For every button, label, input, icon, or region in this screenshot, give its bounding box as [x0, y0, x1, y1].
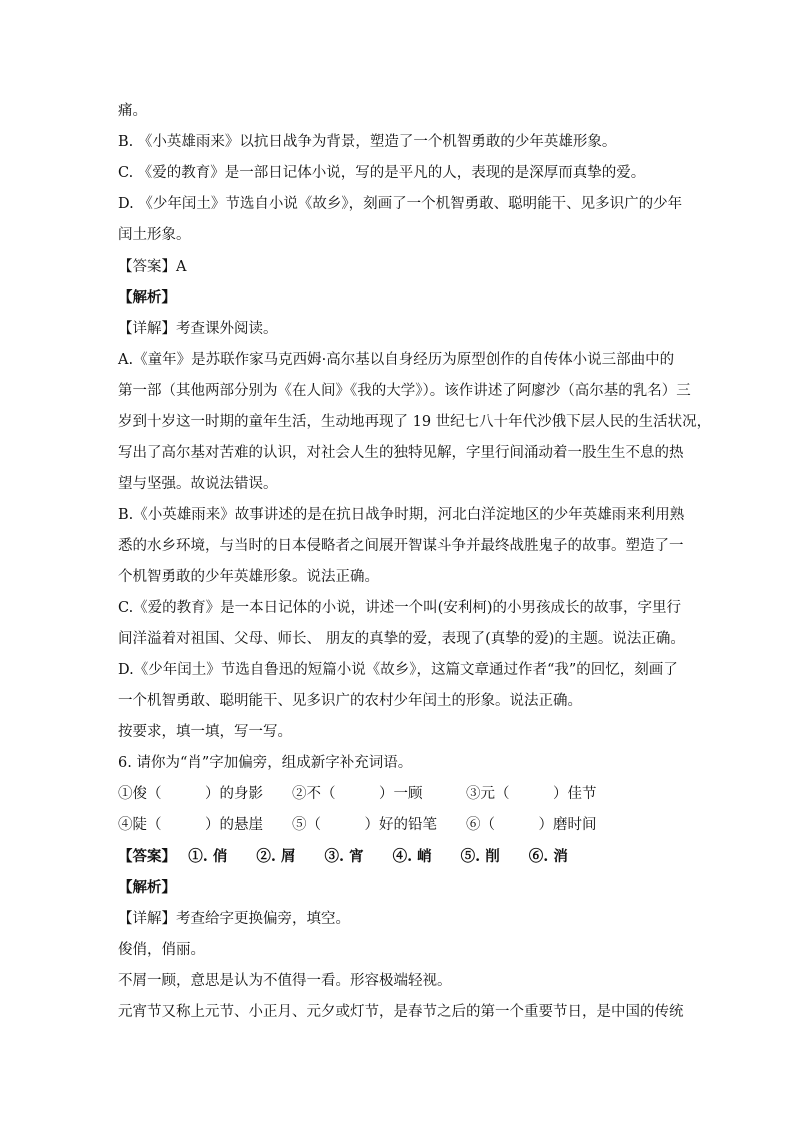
fill-blank-row-1: ①俊（ ）的身影 ②不（ ）一顾 ③元（ ）佳节 [118, 786, 597, 802]
text-line: B.《小英雄雨来》故事讲述的是在抗日战争时期，河北白洋淀地区的少年英雄雨来利用熟 [118, 507, 685, 523]
text-line: 一个机智勇敢、聪明能干、见多识广的农村少年闰土的形象。说法正确。 [118, 693, 582, 709]
option-b-line: B. 《小英雄雨来》以抗日战争为背景，塑造了一个机智勇敢的少年英雄形象。 [118, 134, 617, 150]
text-line: 悉的水乡环境，与当时的日本侵略者之间展开智谋斗争并最终战胜鬼子的故事。塑造了一 [118, 538, 684, 554]
text-line: 闰土形象。 [118, 227, 191, 243]
answer-line: 【答案】 ①. 俏 ②. 屑 ③. 宵 ④. 峭 ⑤. 削 ⑥. 消 [118, 848, 568, 865]
fill-blank-row-2: ④陡（ ）的悬崖 ⑤（ ）好的铅笔 ⑥（ ）磨时间 [118, 817, 597, 833]
text-line: C.《爱的教育》是一本日记体的小说，讲述一个叫(安利柯)的小男孩成长的故事，字里行 [118, 600, 681, 616]
text-line: 痛。 [118, 103, 147, 119]
text-line: 俊俏，俏丽。 [118, 942, 205, 958]
instruction-line: 按要求，填一填，写一写。 [118, 724, 292, 740]
text-line: 间洋溢着对祖国、父母、师长、 朋友的真挚的爱，表现了(真挚的爱)的主题。说法正确。 [118, 631, 685, 647]
option-c-line: C. 《爱的教育》是一部日记体小说，写的是平凡的人，表现的是深厚而真挚的爱。 [118, 165, 646, 181]
text-line: A.《童年》是苏联作家马克西姆·高尔基以自身经历为原型创作的自传体小说三部曲中的 [118, 352, 675, 368]
text-line: 个机智勇敢的少年英雄形象。说法正确。 [118, 569, 379, 585]
option-d-line: D. 《少年闰土》节选自小说《故乡》，刻画了一个机智勇敢、聪明能干、见多识广的少年 [118, 196, 683, 212]
text-line: 元宵节又称上元节、小正月、元夕或灯节，是春节之后的第一个重要节日，是中国的传统 [118, 1004, 684, 1020]
detail-line: 【详解】考查课外阅读。 [118, 321, 278, 337]
text-line: 望与坚强。故说法错误。 [118, 476, 278, 492]
question-6: 6. 请你为“肖”字加偏旁，组成新字补充词语。 [118, 755, 413, 771]
text-line: D.《少年闰土》节选自鲁迅的短篇小说《故乡》，这篇文章通过作者“我”的回忆，刻画了 [118, 662, 678, 678]
detail-line: 【详解】考查给字更换偏旁，填空。 [118, 911, 350, 927]
text-line: 第一部（其他两部分别为《在人间》《我的大学》）。该作讲述了阿廖沙（高尔基的乳名）三 [118, 383, 691, 399]
analysis-heading: 【解析】 [118, 879, 176, 896]
answer-line: 【答案】A [118, 259, 187, 275]
text-line: 不屑一顾，意思是认为不值得一看。形容极端轻视。 [118, 973, 452, 989]
analysis-heading: 【解析】 [118, 289, 176, 306]
text-line: 岁到十岁这一时期的童年生活，生动地再现了 19 世纪七八十年代沙俄下层人民的生活状况， [118, 414, 712, 430]
text-line: 写出了高尔基对苦难的认识，对社会人生的独特见解，字里行间涌动着一股生生不息的热 [118, 445, 684, 461]
